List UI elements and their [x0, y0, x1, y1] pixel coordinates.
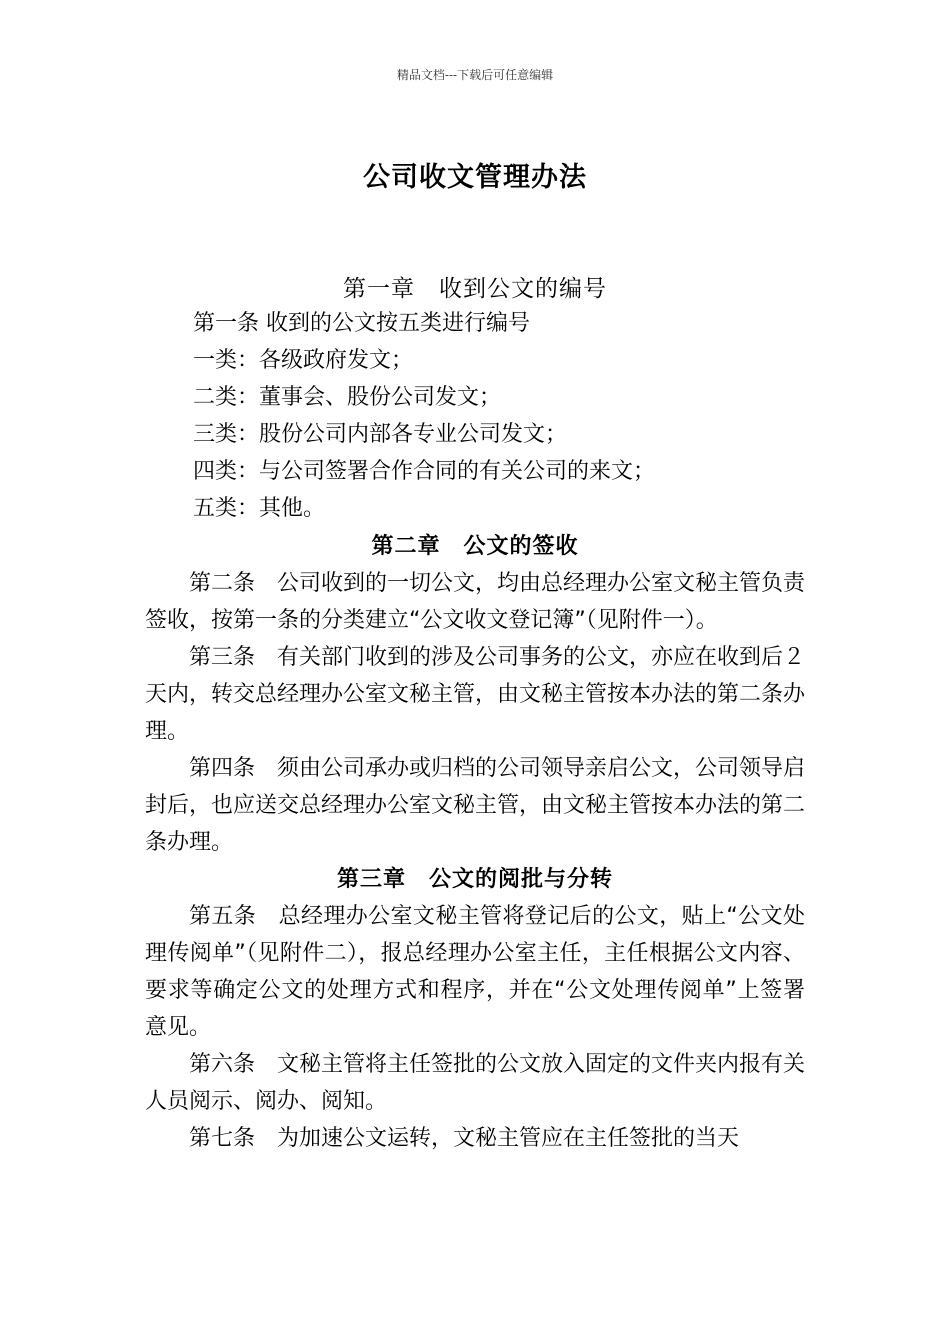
category-1: 一类：各级政府发文； — [193, 348, 414, 373]
article-4: 第四条 须由公司承办或归档的公司领导亲启公文，公司领导启封后，也应送交总经理办公室文秘主管，由文秘主管按本办法的第二条办理。 — [145, 756, 806, 855]
document-body — [145, 528, 805, 1157]
article-3: 第三条 有关部门收到的涉及公司事务的公文，亦应在收到后２天内，转交总经理办公室文秘主管，由文秘主管按本办法的第二条办理。 — [145, 645, 806, 744]
article-5: 第五条 总经理办公室文秘主管将登记后的公文，贴上“公文处理传阅单”（见附件二），报总经理办公室主任，主任根据公文内容、要求等确定公文的处理方式和程序，并在“公文处理传阅单”上签署意见。 — [145, 904, 805, 1040]
page-header: 精品文档---下载后可任意编辑 — [396, 68, 554, 82]
chapter-1-list — [193, 305, 813, 527]
chapter-3-heading: 第三章 公文的阅批与分转 — [336, 867, 613, 892]
article-6: 第六条 文秘主管将主任签批的公文放入固定的文件夹内报有关人员阅示、阅办、阅知。 — [145, 1052, 806, 1114]
category-2: 二类：董事会、股份公司发文； — [193, 385, 502, 410]
category-3: 三类：股份公司内部各专业公司发文； — [193, 422, 568, 447]
article-1: 第一条 收到的公文按五类进行编号 — [193, 311, 530, 336]
article-7: 第七条 为加速公文运转，文秘主管应在主任签批的当天 — [189, 1126, 740, 1151]
category-5: 五类：其他。 — [193, 496, 326, 521]
chapter-1-heading: 第一章 收到公文的编号 — [343, 276, 607, 302]
document-title: 公司收文管理办法 — [363, 162, 587, 193]
category-4: 四类：与公司签署合作合同的有关公司的来文； — [193, 459, 656, 484]
article-2: 第二条 公司收到的一切公文，均由总经理办公室文秘主管负责签收，按第一条的分类建立“公文收文登记簿”（见附件一）。 — [145, 571, 806, 633]
chapter-2-heading: 第二章 公文的签收 — [371, 534, 579, 559]
